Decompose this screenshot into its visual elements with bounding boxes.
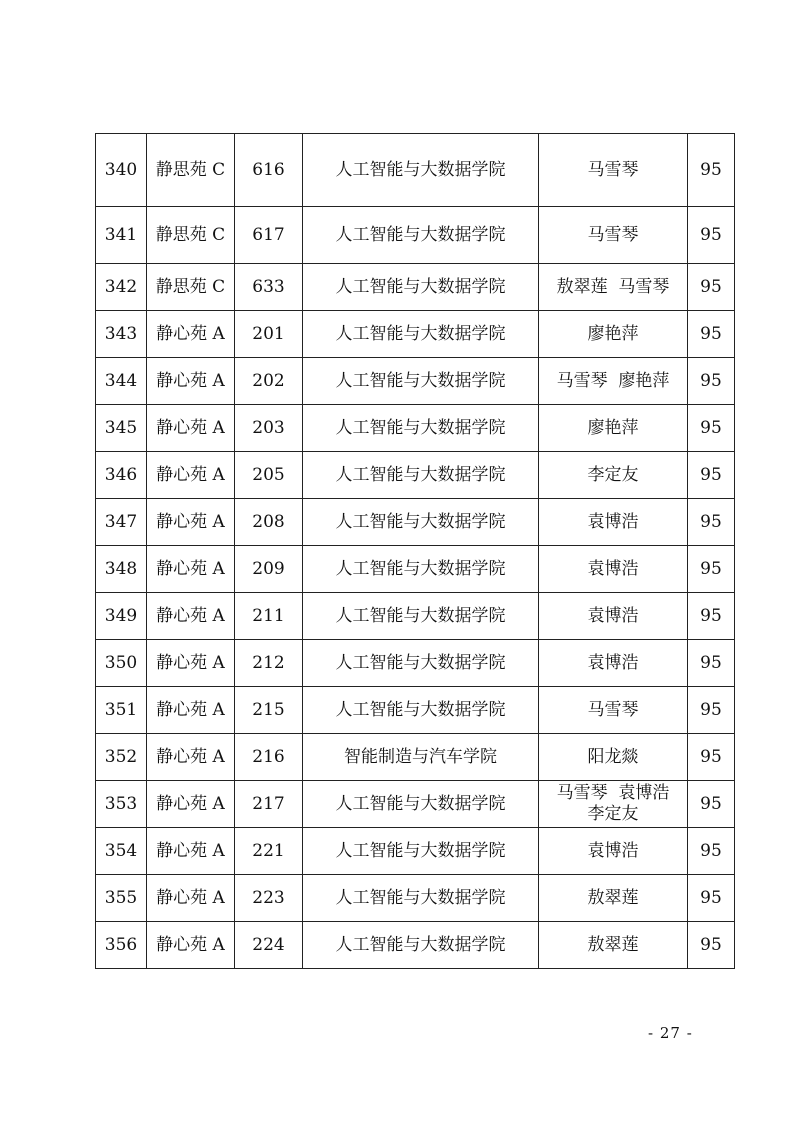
cell-score: 95 — [688, 593, 735, 640]
manager-line: 廖艳萍 — [587, 417, 639, 438]
cell-number: 352 — [96, 734, 147, 781]
manager-line: 敖翠莲 马雪琴 — [556, 276, 670, 297]
cell-number: 347 — [96, 499, 147, 546]
cell-building: 静心苑 A — [147, 311, 235, 358]
cell-college: 人工智能与大数据学院 — [303, 405, 539, 452]
manager-line: 李定友 — [587, 464, 639, 485]
cell-score: 95 — [688, 734, 735, 781]
cell-room: 203 — [235, 405, 303, 452]
cell-college: 人工智能与大数据学院 — [303, 640, 539, 687]
dormitory-score-table — [95, 133, 735, 969]
cell-college: 人工智能与大数据学院 — [303, 875, 539, 922]
cell-number: 345 — [96, 405, 147, 452]
manager-line: 袁博浩 — [587, 605, 639, 626]
cell-building: 静心苑 A — [147, 734, 235, 781]
cell-building: 静心苑 A — [147, 405, 235, 452]
table-row — [96, 875, 735, 922]
cell-building: 静心苑 A — [147, 781, 235, 828]
cell-score: 95 — [688, 134, 735, 207]
cell-number: 346 — [96, 452, 147, 499]
cell-building: 静思苑 C — [147, 264, 235, 311]
table-row — [96, 452, 735, 499]
cell-room: 209 — [235, 546, 303, 593]
cell-room: 221 — [235, 828, 303, 875]
table-row — [96, 264, 735, 311]
cell-number: 343 — [96, 311, 147, 358]
cell-building: 静心苑 A — [147, 922, 235, 969]
cell-building: 静思苑 C — [147, 134, 235, 207]
manager-line: 袁博浩 — [587, 511, 639, 532]
cell-number: 344 — [96, 358, 147, 405]
cell-college: 人工智能与大数据学院 — [303, 546, 539, 593]
cell-room: 224 — [235, 922, 303, 969]
cell-manager — [539, 499, 688, 546]
table-row — [96, 405, 735, 452]
cell-building: 静心苑 A — [147, 828, 235, 875]
cell-room: 211 — [235, 593, 303, 640]
manager-line: 阳龙燚 — [587, 746, 639, 767]
table-row — [96, 734, 735, 781]
cell-manager — [539, 452, 688, 499]
cell-manager — [539, 922, 688, 969]
manager-line: 袁博浩 — [587, 652, 639, 673]
cell-college: 人工智能与大数据学院 — [303, 311, 539, 358]
cell-number: 354 — [96, 828, 147, 875]
cell-room: 223 — [235, 875, 303, 922]
cell-room: 617 — [235, 207, 303, 264]
cell-score: 95 — [688, 207, 735, 264]
cell-score: 95 — [688, 687, 735, 734]
cell-number: 353 — [96, 781, 147, 828]
cell-score: 95 — [688, 640, 735, 687]
cell-number: 342 — [96, 264, 147, 311]
cell-manager — [539, 640, 688, 687]
cell-score: 95 — [688, 405, 735, 452]
cell-room: 205 — [235, 452, 303, 499]
cell-score: 95 — [688, 875, 735, 922]
cell-number: 356 — [96, 922, 147, 969]
cell-number: 340 — [96, 134, 147, 207]
manager-line: 马雪琴 廖艳萍 — [556, 370, 670, 391]
cell-building: 静心苑 A — [147, 452, 235, 499]
cell-room: 217 — [235, 781, 303, 828]
cell-room: 202 — [235, 358, 303, 405]
table-row — [96, 546, 735, 593]
cell-college: 人工智能与大数据学院 — [303, 828, 539, 875]
manager-line: 廖艳萍 — [587, 323, 639, 344]
table-row — [96, 640, 735, 687]
cell-number: 349 — [96, 593, 147, 640]
manager-line: 马雪琴 袁博浩 — [556, 783, 670, 803]
cell-building: 静心苑 A — [147, 546, 235, 593]
cell-college: 人工智能与大数据学院 — [303, 264, 539, 311]
cell-room: 215 — [235, 687, 303, 734]
cell-score: 95 — [688, 499, 735, 546]
page-number: - 27 - — [648, 1024, 693, 1042]
table-row — [96, 687, 735, 734]
cell-college: 智能制造与汽车学院 — [303, 734, 539, 781]
cell-manager — [539, 264, 688, 311]
cell-score: 95 — [688, 922, 735, 969]
cell-manager — [539, 687, 688, 734]
cell-college: 人工智能与大数据学院 — [303, 781, 539, 828]
cell-number: 341 — [96, 207, 147, 264]
cell-building: 静心苑 A — [147, 875, 235, 922]
cell-college: 人工智能与大数据学院 — [303, 358, 539, 405]
cell-manager — [539, 546, 688, 593]
manager-line: 袁博浩 — [587, 558, 639, 579]
cell-building: 静思苑 C — [147, 207, 235, 264]
manager-line: 袁博浩 — [587, 840, 639, 861]
table-row — [96, 828, 735, 875]
table-row — [96, 922, 735, 969]
cell-score: 95 — [688, 452, 735, 499]
manager-line: 马雪琴 — [587, 224, 639, 245]
manager-line: 马雪琴 — [587, 159, 639, 180]
cell-score: 95 — [688, 311, 735, 358]
cell-room: 201 — [235, 311, 303, 358]
cell-room: 633 — [235, 264, 303, 311]
cell-manager — [539, 207, 688, 264]
manager-line: 敖翠莲 — [587, 887, 639, 908]
cell-number: 350 — [96, 640, 147, 687]
cell-manager — [539, 781, 688, 828]
cell-college: 人工智能与大数据学院 — [303, 207, 539, 264]
table-row — [96, 499, 735, 546]
table-row — [96, 134, 735, 207]
cell-manager — [539, 593, 688, 640]
table-row — [96, 781, 735, 828]
table-row — [96, 358, 735, 405]
cell-room: 616 — [235, 134, 303, 207]
cell-score: 95 — [688, 358, 735, 405]
table-body — [96, 134, 735, 969]
table-row — [96, 311, 735, 358]
cell-number: 355 — [96, 875, 147, 922]
manager-line: 李定友 — [587, 804, 639, 824]
cell-building: 静心苑 A — [147, 358, 235, 405]
manager-line: 马雪琴 — [587, 699, 639, 720]
cell-building: 静心苑 A — [147, 640, 235, 687]
table-row — [96, 207, 735, 264]
cell-number: 351 — [96, 687, 147, 734]
cell-score: 95 — [688, 781, 735, 828]
cell-building: 静心苑 A — [147, 687, 235, 734]
cell-manager — [539, 734, 688, 781]
cell-building: 静心苑 A — [147, 593, 235, 640]
cell-college: 人工智能与大数据学院 — [303, 593, 539, 640]
cell-college: 人工智能与大数据学院 — [303, 687, 539, 734]
cell-manager — [539, 875, 688, 922]
cell-room: 212 — [235, 640, 303, 687]
table-row — [96, 593, 735, 640]
cell-college: 人工智能与大数据学院 — [303, 134, 539, 207]
cell-college: 人工智能与大数据学院 — [303, 922, 539, 969]
cell-building: 静心苑 A — [147, 499, 235, 546]
cell-manager — [539, 134, 688, 207]
cell-manager — [539, 358, 688, 405]
cell-room: 216 — [235, 734, 303, 781]
cell-room: 208 — [235, 499, 303, 546]
cell-score: 95 — [688, 828, 735, 875]
cell-college: 人工智能与大数据学院 — [303, 499, 539, 546]
cell-manager — [539, 828, 688, 875]
cell-manager — [539, 311, 688, 358]
cell-manager — [539, 405, 688, 452]
cell-score: 95 — [688, 546, 735, 593]
manager-line: 敖翠莲 — [587, 934, 639, 955]
cell-number: 348 — [96, 546, 147, 593]
cell-college: 人工智能与大数据学院 — [303, 452, 539, 499]
cell-score: 95 — [688, 264, 735, 311]
